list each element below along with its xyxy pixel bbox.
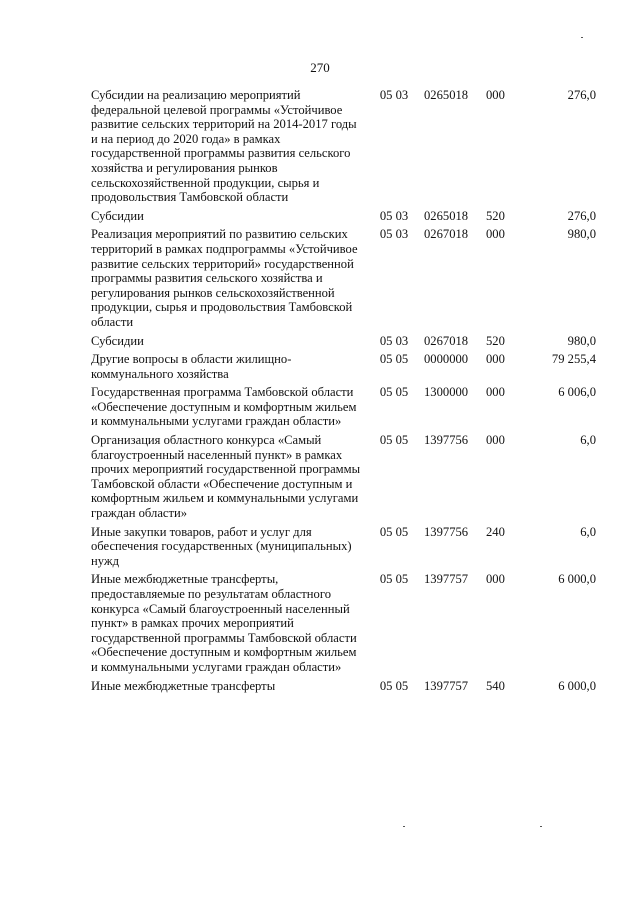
row-code: 0267018: [424, 227, 469, 242]
row-name: Субсидии на реализацию мероприятий федеральной целевой программы «Устойчивое развитие сельских территорий на 2014-2017 годы и на период до 2020 года» в рамках государственной программы развития сельского хозяйства и регулирования рынков сельскохозяйственной продукции, сырья и продовольствия Тамбовской области: [91, 88, 357, 205]
row-sum: 79 255,4: [551, 352, 596, 367]
row-type: 520: [486, 333, 505, 348]
row-code: 0000000: [424, 352, 469, 367]
table-row: [91, 334, 596, 353]
table-row: [91, 385, 596, 433]
row-section: 05 03: [379, 333, 409, 348]
row-code: 1397757: [424, 572, 469, 587]
row-name: Иные межбюджетные трансферты: [91, 678, 276, 693]
row-type: 240: [486, 524, 505, 539]
row-name: Иные межбюджетные трансферты, предоставляемые по результатам областного конкурса «Самый благоустроенный населенный пункт» в рамках прочих мероприятий государственной программы Тамбовской области «Обеспечение доступным и комфортным жильем и коммунальными услугами граждан области»: [91, 572, 357, 674]
row-type: 000: [486, 433, 505, 448]
row-type: 000: [486, 352, 505, 367]
row-sum: 980,0: [567, 333, 596, 348]
row-sum: 276,0: [567, 88, 596, 102]
row-name: Реализация мероприятий по развитию сельских территорий в рамках подпрограммы «Устойчивое развитие сельских территорий» государственной программы развития сельского хозяйства и регулирования рынков сельскохозяйственной продукции, сырья и продовольствия Тамбовской области: [91, 227, 358, 329]
row-name: Организация областного конкурса «Самый благоустроенный населенный пункт» в рамках прочих мероприятий государственной программы Тамбовской области «Обеспечение доступным и комфортным жильем и коммунальными услугами граждан области»: [91, 433, 361, 521]
row-section: 05 05: [379, 385, 409, 400]
row-name: Иные закупки товаров, работ и услуг для обеспечения государственных (муниципальных) нужд: [91, 524, 352, 568]
scan-speck: [581, 37, 583, 38]
budget-table: [91, 88, 596, 697]
row-code: 1397757: [424, 678, 469, 693]
row-name: Субсидии: [91, 208, 144, 223]
row-name: Государственная программа Тамбовской области «Обеспечение доступным и комфортным жильем и коммунальными услугами граждан области»: [91, 385, 357, 429]
row-code: 0265018: [424, 208, 469, 223]
row-section: 05 05: [379, 433, 409, 448]
row-sum: 276,0: [567, 208, 596, 223]
row-sum: 6 000,0: [558, 678, 596, 693]
table-row: [91, 679, 596, 698]
budget-table-body: [91, 88, 596, 697]
row-name: Другие вопросы в области жилищно-коммунального хозяйства: [91, 352, 292, 381]
row-section: 05 03: [379, 88, 409, 102]
row-type: 540: [486, 678, 505, 693]
row-sum: 6 006,0: [558, 385, 596, 400]
row-sum: 6,0: [580, 524, 596, 539]
row-section: 05 05: [379, 524, 409, 539]
row-section: 05 05: [379, 678, 409, 693]
table-row: [91, 88, 596, 209]
table-row: [91, 433, 596, 525]
row-section: 05 05: [379, 572, 409, 587]
row-type: 000: [486, 227, 505, 242]
row-sum: 6 000,0: [558, 572, 596, 587]
row-code: 0265018: [424, 88, 469, 102]
table-row: [91, 352, 596, 385]
row-type: 520: [486, 208, 505, 223]
row-name: Субсидии: [91, 333, 144, 348]
table-row: [91, 525, 596, 573]
row-code: 0267018: [424, 333, 469, 348]
row-code: 1397756: [424, 433, 469, 448]
table-row: [91, 227, 596, 333]
row-sum: 6,0: [580, 433, 596, 448]
row-type: 000: [486, 385, 505, 400]
row-sum: 980,0: [567, 227, 596, 242]
table-row: [91, 209, 596, 228]
scan-speck: [540, 826, 542, 827]
row-section: 05 03: [379, 227, 409, 242]
row-code: 1397756: [424, 524, 469, 539]
table-row: [91, 572, 596, 678]
row-code: 1300000: [424, 385, 469, 400]
page-number: 270: [310, 60, 330, 75]
row-type: 000: [486, 88, 505, 102]
row-section: 05 05: [379, 352, 409, 367]
row-section: 05 03: [379, 208, 409, 223]
row-type: 000: [486, 572, 505, 587]
scan-speck: [403, 826, 405, 827]
